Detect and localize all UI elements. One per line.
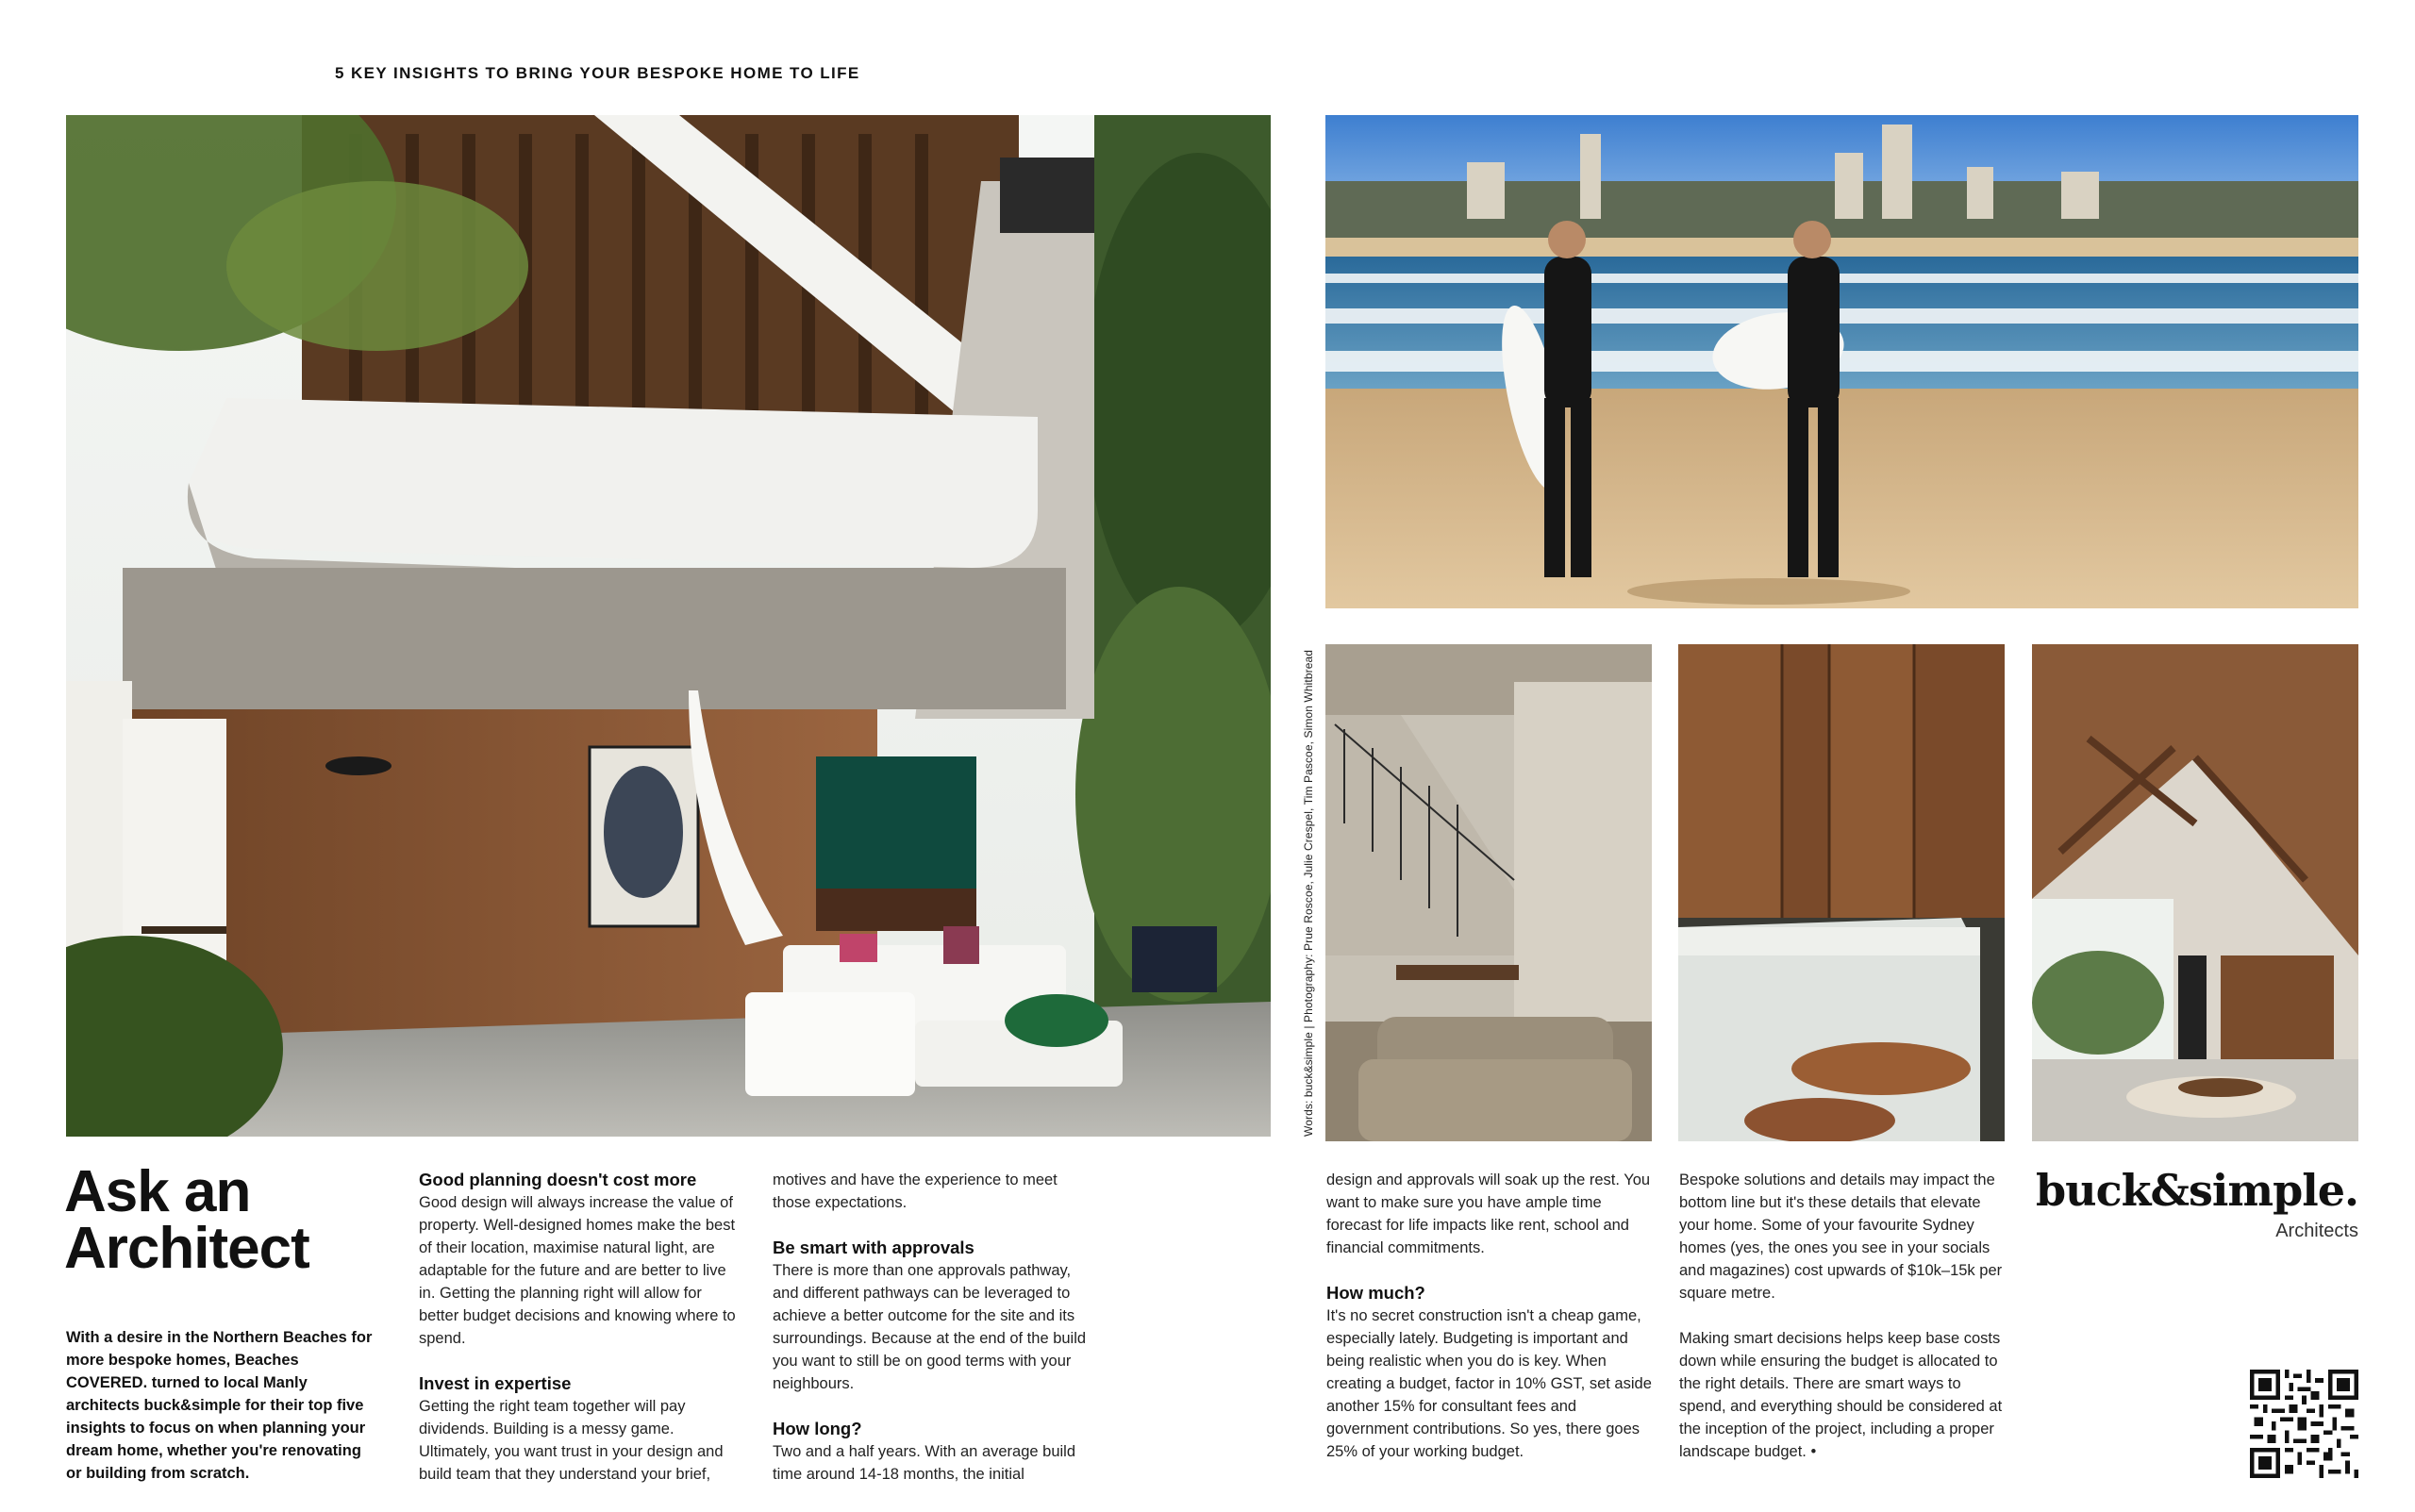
paragraph: motives and have the experience to meet those expectations. xyxy=(773,1171,1058,1211)
section-heading: How much? xyxy=(1326,1283,1425,1303)
paragraph: Getting the right team together will pay dividends. Building is a messy game. Ultimately, you want trust in your design and build team that they understand your brief, xyxy=(419,1398,724,1483)
paragraph: Making smart decisions helps keep base costs down while ensuring the budget is allocated to the right details. There are smart ways to spend, and everything should be considered at the inception of the project, including a proper landscape budget. • xyxy=(1679,1330,2003,1460)
headline-line-1: Ask an xyxy=(64,1159,251,1224)
section-heading: Invest in expertise xyxy=(419,1373,572,1393)
staircase-interior-photo xyxy=(1325,644,1652,1141)
paragraph: design and approvals will soak up the rest. You want to make sure you have ample time forecast for life impacts like rent, school and financial commitments. xyxy=(1326,1171,1651,1256)
section-heading: How long? xyxy=(773,1419,862,1438)
qr-code-icon[interactable] xyxy=(2250,1370,2358,1478)
section-heading: Be smart with approvals xyxy=(773,1238,974,1257)
text-column-3 xyxy=(1326,1169,1652,1463)
brand-block xyxy=(2032,1166,2358,1242)
surfers-beach-photo xyxy=(1325,115,2358,608)
article-headline xyxy=(64,1159,366,1281)
section-heading: Good planning doesn't cost more xyxy=(419,1170,697,1189)
headline-line-2: Architect xyxy=(64,1216,309,1281)
paragraph: There is more than one approvals pathway, and different pathways can be leveraged to achieve a better outcome for the site and its surroundings. Because at the end of the build you want to still be on good terms with your neighbours. xyxy=(773,1262,1087,1392)
house-exterior-photo xyxy=(66,115,1271,1137)
living-room-photo xyxy=(2032,644,2358,1141)
text-column-4 xyxy=(1679,1169,2005,1463)
paragraph: Two and a half years. With an average build time around 14-18 months, the initial xyxy=(773,1443,1076,1483)
paragraph: Bespoke solutions and details may impact the bottom line but it's these details that elevate your home. Some of your favourite Sydney homes (yes, the ones you see in your socials and magazines) cost upwards of $10k–15k per square metre. xyxy=(1679,1171,2003,1302)
brand-subtitle: Architects xyxy=(2275,1221,2358,1241)
page-kicker: 5 KEY INSIGHTS TO BRING YOUR BESPOKE HOME TO LIFE xyxy=(335,64,860,82)
paragraph: It's no secret construction isn't a cheap game, especially lately. Budgeting is important and being realistic when you do is key. When creating a budget, factor in 10% GST, set aside another 15% for consultant fees and government contributions. So yes, there goes 25% of your working budget. xyxy=(1326,1307,1652,1460)
article-intro: With a desire in the Northern Beaches for more bespoke homes, Beaches COVERED. turned to local Manly architects buck&simple for their top five insights to focus on when planning your dream home, whether you're renovating or building from scratch. xyxy=(66,1329,373,1482)
paragraph: Good design will always increase the value of property. Well-designed homes make the best of their location, maximise natural light, are adaptable for the future and are better to live in. Getting the planning right will allow for better budget decisions and knowing where to spend. xyxy=(419,1194,736,1347)
text-column-2 xyxy=(773,1169,1098,1486)
brand-logo: buck&simple. xyxy=(2036,1165,2358,1216)
photo-credit: Words: buck&simple | Photography: Prue Roscoe, Julie Crespel, Tim Pascoe, Simon Whitbread xyxy=(1302,649,1315,1137)
text-column-1 xyxy=(419,1169,744,1486)
kitchen-interior-photo xyxy=(1678,644,2005,1141)
